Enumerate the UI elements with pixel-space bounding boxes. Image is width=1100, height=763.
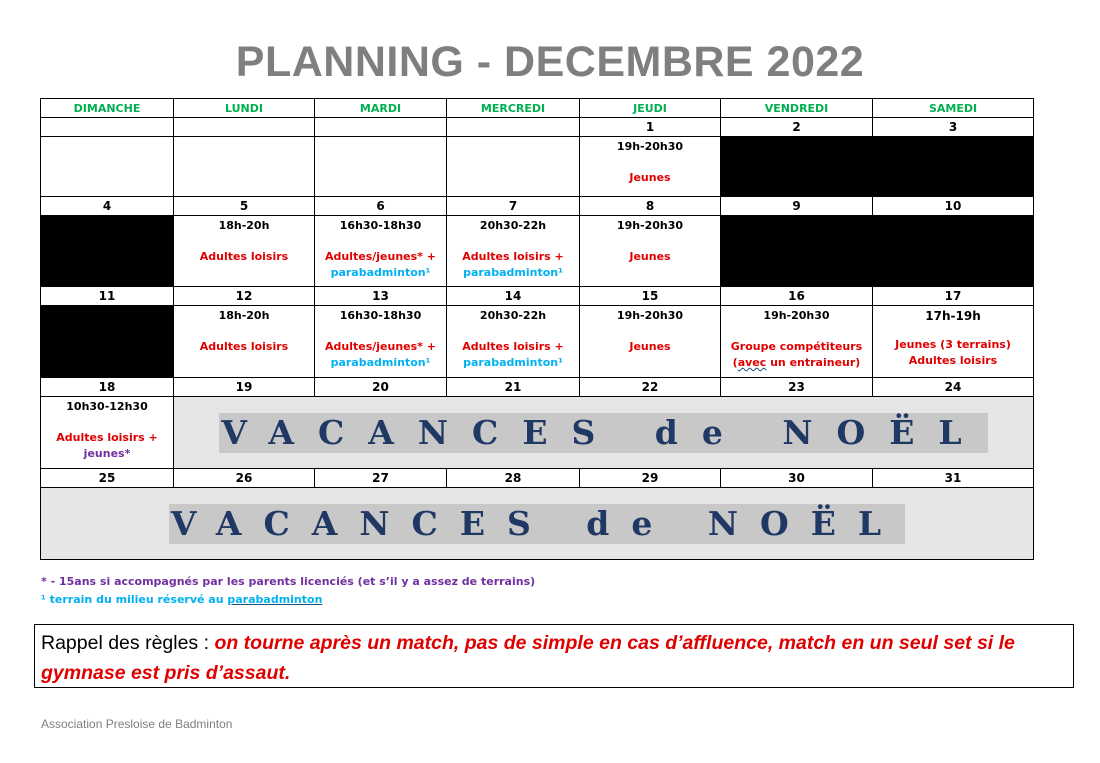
session-activity (447, 249, 579, 281)
session-cell (580, 216, 721, 287)
weekday-header: SAMEDI (873, 99, 1034, 118)
session-time: 20h30-22h (479, 219, 547, 232)
weekday-header: VENDREDI (721, 99, 873, 118)
session-activity (873, 337, 1033, 369)
date-number: 21 (447, 378, 580, 397)
session-activity (315, 339, 446, 371)
date-number: 23 (721, 378, 873, 397)
session-cell (580, 137, 721, 197)
session-activity: Jeunes (629, 340, 671, 353)
date-number (174, 118, 315, 137)
schedule-row (41, 137, 1034, 197)
date-number: 26 (174, 469, 315, 488)
closed-day-cell (721, 216, 873, 287)
schedule-row (41, 216, 1034, 287)
weekday-header-row (41, 99, 1034, 118)
date-number: 2 (721, 118, 873, 137)
rules-text: on tourne après un match, pas de simple en cas d’affluence, match en un seul set si le gymnase est pris d’assaut. (41, 632, 1015, 684)
session-activity (41, 430, 173, 462)
footer-association: Association Presloise de Badminton (41, 717, 233, 731)
empty-day-cell (447, 137, 580, 197)
schedule-row (41, 488, 1034, 560)
session-time: 19h-20h30 (763, 309, 830, 322)
date-number: 24 (873, 378, 1034, 397)
date-number: 1 (580, 118, 721, 137)
date-number: 19 (174, 378, 315, 397)
session-activity-line: parabadminton¹ (330, 266, 431, 279)
date-number: 30 (721, 469, 873, 488)
empty-day-cell (315, 137, 447, 197)
session-activity-line: Adultes loisirs + (56, 431, 158, 444)
session-activity-line: Adultes loisirs + (462, 340, 564, 353)
session-activity-line: un entraineur) (766, 356, 861, 369)
date-number-row (41, 287, 1034, 306)
session-activity (721, 339, 872, 371)
date-number: 4 (41, 197, 174, 216)
holiday-banner: VACANCES de NOËL (170, 503, 904, 543)
session-time: 18h-20h (218, 219, 270, 232)
closed-day-cell (873, 137, 1034, 197)
session-cell (447, 306, 580, 378)
page-title: PLANNING - DECEMBRE 2022 (235, 38, 865, 86)
date-number: 14 (447, 287, 580, 306)
rules-label: Rappel des règles : (41, 632, 215, 654)
date-number: 9 (721, 197, 873, 216)
closed-day-cell (721, 137, 873, 197)
session-cell (174, 306, 315, 378)
footnote-star: * - 15ans si accompagnés par les parents licenciés (et s’il y a assez de terrains) (41, 575, 536, 588)
date-number: 8 (580, 197, 721, 216)
date-number (41, 118, 174, 137)
date-number-row (41, 469, 1034, 488)
holiday-banner-cell (41, 488, 1034, 560)
session-cell (315, 216, 447, 287)
date-number: 13 (315, 287, 447, 306)
date-number: 27 (315, 469, 447, 488)
session-time: 16h30-18h30 (339, 309, 422, 322)
session-time: 18h-20h (218, 309, 270, 322)
session-activity-paren: ( (732, 356, 738, 369)
footnote-text: terrain du milieu réservé au (45, 593, 228, 606)
date-number: 6 (315, 197, 447, 216)
session-activity-line: parabadminton¹ (463, 266, 563, 279)
empty-day-cell (174, 137, 315, 197)
date-number: 7 (447, 197, 580, 216)
calendar-table (40, 98, 1034, 560)
date-number-row (41, 197, 1034, 216)
session-cell (873, 306, 1034, 378)
weekday-header: LUNDI (174, 99, 315, 118)
session-activity: Jeunes (629, 171, 671, 184)
schedule-row (41, 397, 1034, 469)
date-number: 12 (174, 287, 315, 306)
weekday-header: MERCREDI (447, 99, 580, 118)
session-cell (447, 216, 580, 287)
session-activity-line: Jeunes (3 terrains) (895, 338, 1011, 351)
session-activity-line: jeunes* (83, 447, 131, 460)
session-activity (447, 339, 579, 371)
weekday-header: JEUDI (580, 99, 721, 118)
date-number: 16 (721, 287, 873, 306)
schedule-row (41, 306, 1034, 378)
session-cell (315, 306, 447, 378)
session-cell (721, 306, 873, 378)
session-activity-line: parabadminton¹ (330, 356, 431, 369)
session-time: 19h-20h30 (616, 309, 684, 322)
weekday-header: MARDI (315, 99, 447, 118)
session-cell (174, 216, 315, 287)
session-activity-line: parabadminton¹ (463, 356, 563, 369)
session-activity-word: avec (737, 356, 767, 369)
footnote-underlined-word: parabadminton (227, 593, 323, 606)
session-cell (580, 306, 721, 378)
session-time: 17h-19h (925, 309, 981, 323)
date-number: 20 (315, 378, 447, 397)
holiday-banner-cell (174, 397, 1034, 469)
date-number: 5 (174, 197, 315, 216)
date-number-row (41, 378, 1034, 397)
date-number (315, 118, 447, 137)
closed-day-cell (41, 306, 174, 378)
empty-day-cell (41, 137, 174, 197)
holiday-banner: VACANCES de NOËL (221, 412, 986, 452)
session-activity (315, 249, 446, 281)
date-number-row (41, 118, 1034, 137)
date-number: 17 (873, 287, 1034, 306)
date-number: 11 (41, 287, 174, 306)
date-number: 10 (873, 197, 1034, 216)
weekday-header: DIMANCHE (41, 99, 174, 118)
session-activity: Adultes loisirs (199, 250, 289, 263)
session-activity-line: Adultes loisirs + (462, 250, 564, 263)
session-activity-line: Adultes loisirs (908, 354, 998, 367)
date-number: 15 (580, 287, 721, 306)
date-number: 3 (873, 118, 1034, 137)
date-number: 29 (580, 469, 721, 488)
date-number: 31 (873, 469, 1034, 488)
closed-day-cell (41, 216, 174, 287)
session-time: 19h-20h30 (616, 140, 684, 153)
session-activity-line: Adultes/jeunes* + (325, 340, 436, 353)
session-activity-line: Adultes/jeunes* + (325, 250, 436, 263)
session-cell (41, 397, 174, 469)
date-number: 28 (447, 469, 580, 488)
date-number: 22 (580, 378, 721, 397)
closed-day-cell (873, 216, 1034, 287)
date-number: 25 (41, 469, 174, 488)
rules-reminder-box (34, 624, 1074, 688)
session-time: 19h-20h30 (616, 219, 684, 232)
footnote-parabadminton (41, 593, 322, 606)
session-activity-line: Groupe compétiteurs (730, 340, 863, 353)
date-number: 18 (41, 378, 174, 397)
date-number (447, 118, 580, 137)
session-time: 20h30-22h (479, 309, 547, 322)
session-activity: Adultes loisirs (199, 340, 289, 353)
session-time: 10h30-12h30 (66, 400, 148, 413)
session-time: 16h30-18h30 (339, 219, 422, 232)
session-activity: Jeunes (629, 250, 671, 263)
footnote-mark: ¹ (41, 593, 46, 606)
